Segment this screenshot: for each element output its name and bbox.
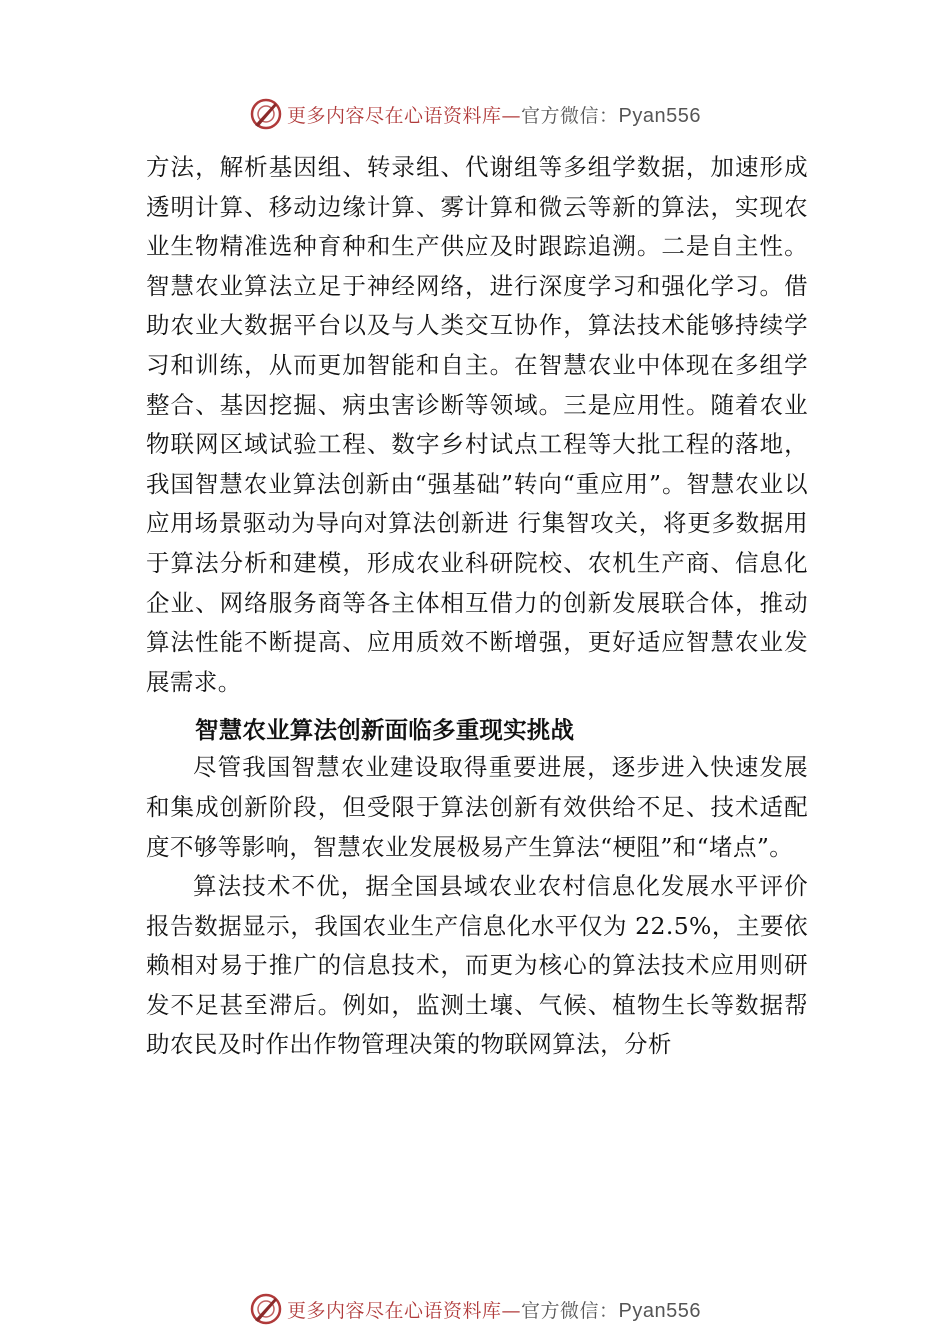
banner-separator: — [501,104,522,127]
banner-main: 更多内容尽在心语资料库 [287,1299,502,1322]
banner-contact-id: Pyan556 [618,1299,701,1322]
section-heading: 智慧农业算法创新面临多重现实挑战 [195,716,575,745]
logo-icon [249,1292,283,1326]
header-banner [0,94,950,134]
banner-contact-label: 官方微信： [521,104,619,127]
document-body [146,148,808,1065]
banner-main: 更多内容尽在心语资料库 [287,104,502,127]
banner-contact-id: Pyan556 [618,104,701,127]
footer-banner [0,1289,950,1329]
paragraph-2: 尽管我国智慧农业建设取得重要进展，逐步进入快速发展和集成创新阶段，但受限于算法创新有效供给不足、技术适配度不够等影响，智慧农业发展极易产生算法“梗阻”和“堵点”。 [146,753,808,861]
banner-separator: — [501,1299,522,1322]
paragraph-1: 方法，解析基因组、转录组、代谢组等多组学数据，加速形成透明计算、移动边缘计算、雾计算和微云等新的算法，实现农业生物精准选种育种和生产供应及时跟踪追溯。二是自主性。智慧农业算法立足于神经网络，进行深度学习和强化学习。借助农业大数据平台以及与人类交互协作，算法技术能够持续学习和训练，从而更加智能和自主。在智慧农业中体现在多组学整合、基因挖掘、病虫害诊断等领域。三是应用性。随着农业物联网区域试验工程、数字乡村试点工程等大批工程的落地，我国智慧农业算法创新由“强基础”转向“重应用”。智慧农业以应用场景驱动为导向对算法创新进 行集智攻关，将更多数据用于算法分析和建模，形成农业科研院校、农机生产商、信息化企业、网络服务商等各主体相互借力的创新发展联合体，推动算法性能不断提高、应用质效不断增强，更好适应智慧农业发展需求。 [146,153,808,696]
banner-text [287,101,701,128]
banner-contact-label: 官方微信： [521,1299,619,1322]
paragraph-3: 算法技术不优，据全国县域农业农村信息化发展水平评价报告数据显示，我国农业生产信息化水平仅为 22.5%，主要依赖相对易于推广的信息技术，而更为核心的算法技术应用则研发不足甚至滞后。例如，监测土壤、气候、植物生长等数据帮助农民及时作出作物管理决策的物联网算法，分析 [146,872,808,1059]
logo-icon [249,97,283,131]
banner-text [287,1296,701,1323]
